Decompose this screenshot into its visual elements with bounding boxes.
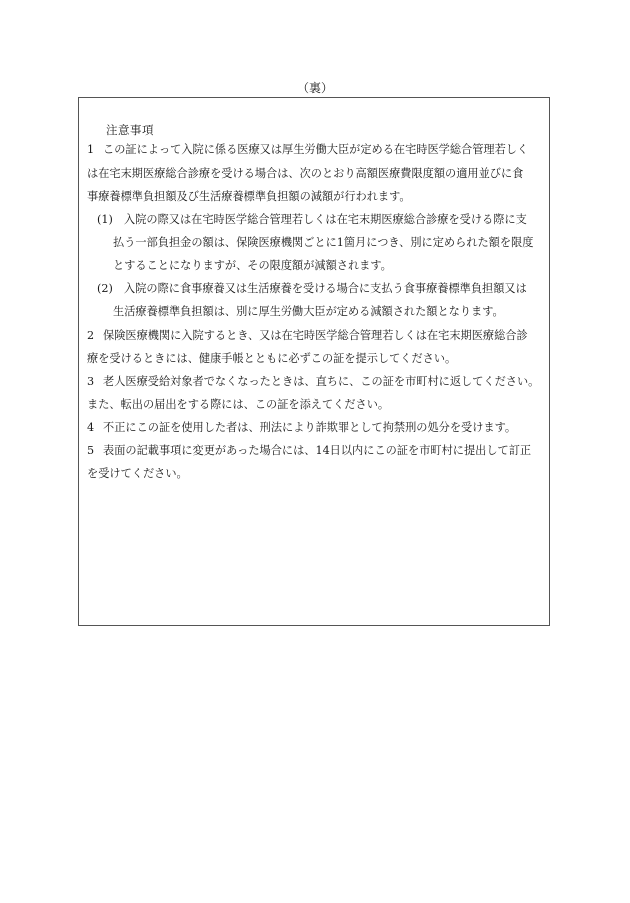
item-line: 療を受けるときには、健康手帳とともに必ずこの証を提示してください。 bbox=[87, 352, 457, 365]
notice-title: 注意事項 bbox=[106, 123, 154, 137]
item-number: 2 bbox=[87, 329, 95, 342]
item-line: 老人医療受給対象者でなくなったときは、直ちに、この証を市町村に返してください。 bbox=[103, 375, 540, 388]
page-side-label: （裏） bbox=[296, 81, 333, 95]
item-number: 4 bbox=[87, 421, 95, 434]
item-line: 生活療養標準負担額は、別に厚生労働大臣が定める減額された額となります。 bbox=[113, 305, 504, 318]
item-line: 保険医療機関に入院するとき、又は在宅時医学総合管理若しくは在宅末期医療総合診 bbox=[103, 329, 528, 342]
item-number: (1) bbox=[97, 213, 113, 226]
item-number: (2) bbox=[97, 282, 113, 295]
item-line: を受けてください。 bbox=[87, 467, 188, 480]
item-line: この証によって入院に係る医療又は厚生労働大臣が定める在宅時医学総合管理若しく bbox=[103, 143, 529, 156]
item-line: 表面の記載事項に変更があった場合には、14日以内にこの証を市町村に提出して訂正 bbox=[103, 444, 532, 457]
item-number: 5 bbox=[87, 444, 95, 457]
item-line: また、転出の届出をする際には、この証を添えてください。 bbox=[87, 398, 390, 411]
item-line: 事療養標準負担額及び生活療養標準負担額の減額が行われます。 bbox=[87, 190, 411, 203]
item-line: 不正にこの証を使用した者は、刑法により詐欺罪として拘禁刑の処分を受けます。 bbox=[103, 421, 517, 434]
item-line: とすることになりますが、その限度額が減額されます。 bbox=[113, 259, 392, 272]
item-line: 払う一部負担金の額は、保険医療機関ごとに1箇月につき、別に定められた額を限度 bbox=[113, 236, 534, 249]
item-line: 入院の際に食事療養又は生活療養を受ける場合に支払う食事療養標準負担額又は bbox=[124, 282, 527, 295]
item-line: は在宅末期医療総合診療を受ける場合は、次のとおり高額医療費限度額の適用並びに食 bbox=[87, 167, 524, 180]
item-number: 3 bbox=[87, 375, 95, 388]
item-number: 1 bbox=[87, 143, 95, 156]
item-line: 入院の際又は在宅時医学総合管理若しくは在宅末期医療総合診療を受ける際に支 bbox=[124, 213, 527, 226]
